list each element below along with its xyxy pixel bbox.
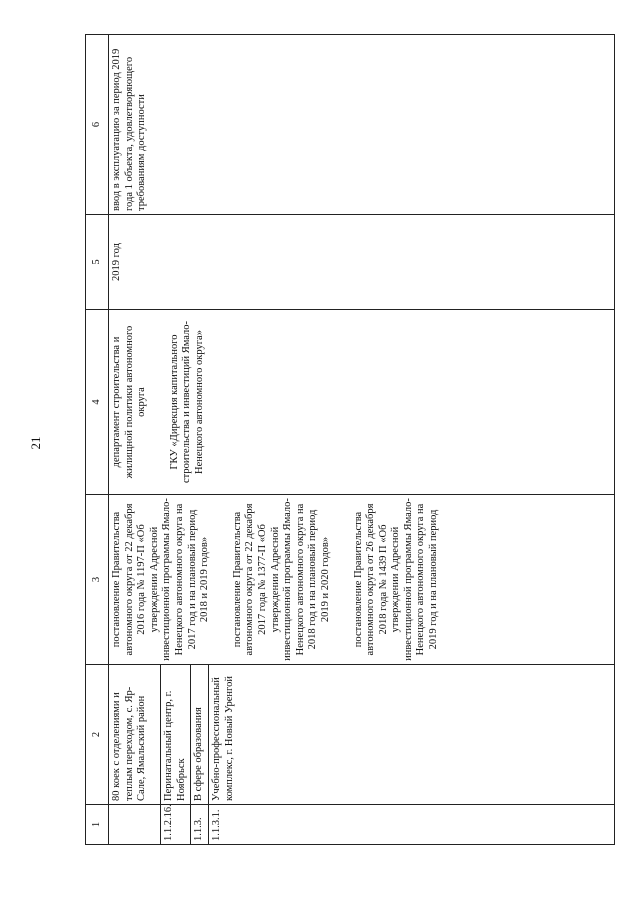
object-name: Учебно-профессиональный комплекс, г. Новый Уренгой — [209, 665, 615, 805]
column-header: 2 — [86, 665, 109, 805]
document-text: постановление Правительства автономного округа от 22 декабря 2016 года № 1197-П «Об утверждении Адресной инвестиционной программы Ямало-Ненецкого автономного округа на 2017 год и на плановый период 2018 и 2019 годов» — [111, 498, 211, 661]
table-row — [109, 35, 161, 845]
object-name: Перинатальный центр, г. Ноябрьск — [161, 665, 191, 805]
column-header: 4 — [86, 310, 109, 495]
column-header: 5 — [86, 215, 109, 310]
row-number: 1.1.2.16. — [161, 805, 191, 845]
column-header: 1 — [86, 805, 109, 845]
program-table — [85, 34, 615, 845]
row-number — [109, 805, 161, 845]
result-cell: ввод в эксплуатацию за период 2019 года 1 объекта, удовлетворяющего требованиям доступности — [109, 35, 615, 215]
object-name: В сфере образования — [191, 665, 209, 805]
documents-cell — [109, 495, 615, 665]
rotated-table-container — [85, 35, 615, 845]
document-text: постановление Правительства автономного округа от 22 декабря 2017 года № 1377-П «Об утверждении Адресной инвестиционной программы Ямало-Ненецкого автономного округа на 2018 год и на плановый период 2019 и 2020 годов» — [231, 498, 331, 661]
object-name: 80 коек с отделениями и теплым переходом, с. Яр-Сале, Ямальский район — [109, 665, 161, 805]
column-header: 6 — [86, 35, 109, 215]
responsible-text: ГКУ «Дирекция капитального строительства и инвестиций Ямало-Ненецкого автономного округа» — [168, 320, 205, 484]
responsible-text: департамент строительства и жилищной политики автономного округа — [111, 325, 148, 479]
year-cell: 2019 год — [109, 215, 615, 310]
column-header: 3 — [86, 495, 109, 665]
row-number: 1.1.3. — [191, 805, 209, 845]
responsible-cell — [109, 310, 615, 495]
header-row — [86, 35, 109, 845]
document-text: постановление Правительства автономного округа от 26 декабря 2018 года № 1439 П «Об утверждении Адресной инвестиционной программы Ямало-Ненецкого автономного округа на 2019 год и на плановый период — [352, 498, 440, 661]
page-number: 21 — [28, 436, 43, 450]
row-number: 1.1.3.1. — [209, 805, 615, 845]
